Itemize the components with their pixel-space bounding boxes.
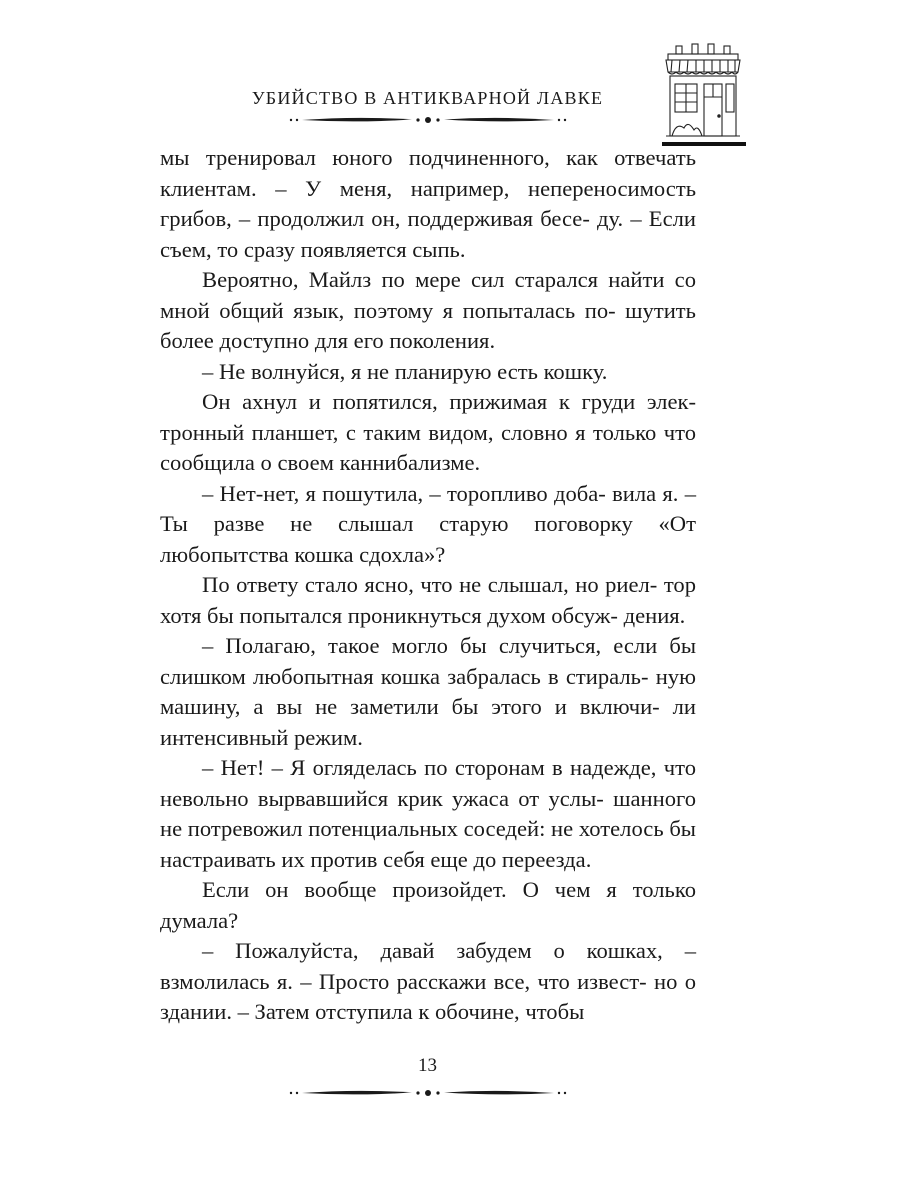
paragraph: мы тренировал юного подчиненного, как отвечать клиентам. – У меня, например, непереносимость грибов, – продолжил он, поддерживая бесе- ду. – Если съем, то сразу появляется сыпь. bbox=[160, 145, 696, 262]
paragraph: – Нет-нет, я пошутила, – торопливо доба- вила я. – Ты разве не слышал старую поговорку «От любопытства кошка сдохла»? bbox=[160, 480, 696, 567]
paragraph: По ответу стало ясно, что не слышал, но риел- тор хотя бы попытался проникнуться духом обсуж- дения. bbox=[160, 572, 696, 628]
paragraph: – Не волнуйся, я не планирую есть кошку. bbox=[202, 358, 608, 384]
paragraph: – Пожалуйста, давай забудем о кошках, – взмолилась я. – Просто расскажи все, что извест- но о здании. – Затем отступила к обочине, чтобы bbox=[160, 938, 696, 1024]
running-title: УБИЙСТВО В АНТИКВАРНОЙ ЛАВКЕ bbox=[251, 88, 604, 108]
header-ornament bbox=[288, 113, 568, 127]
antique-shop-icon bbox=[662, 42, 744, 142]
paragraph: – Нет! – Я огляделась по сторонам в надежде, что невольно вырвавшийся крик ужаса от услы- шанного не потревожил потенциальных соседей: не хотелось бы настраивать их против себя еще до переезда. bbox=[160, 755, 696, 872]
paragraph: – Полагаю, такое могло бы случиться, если бы слишком любопытная кошка забралась в стираль- ную машину, а вы не заметили бы этого и включи- ли интенсивный режим. bbox=[160, 633, 696, 750]
footer-ornament bbox=[288, 1086, 568, 1100]
page-number: 13 bbox=[418, 1055, 437, 1076]
paragraph: Он ахнул и попятился, прижимая к груди элек- тронный планшет, с таким видом, словно я только что сообщила о своем каннибализме. bbox=[160, 389, 696, 475]
body-text bbox=[160, 143, 696, 1028]
paragraph: Если он вообще произойдет. О чем я только думала? bbox=[160, 877, 696, 933]
paragraph: Вероятно, Майлз по мере сил старался найти со мной общий язык, поэтому я попыталась по- шутить более доступно для его поколения. bbox=[160, 267, 696, 353]
